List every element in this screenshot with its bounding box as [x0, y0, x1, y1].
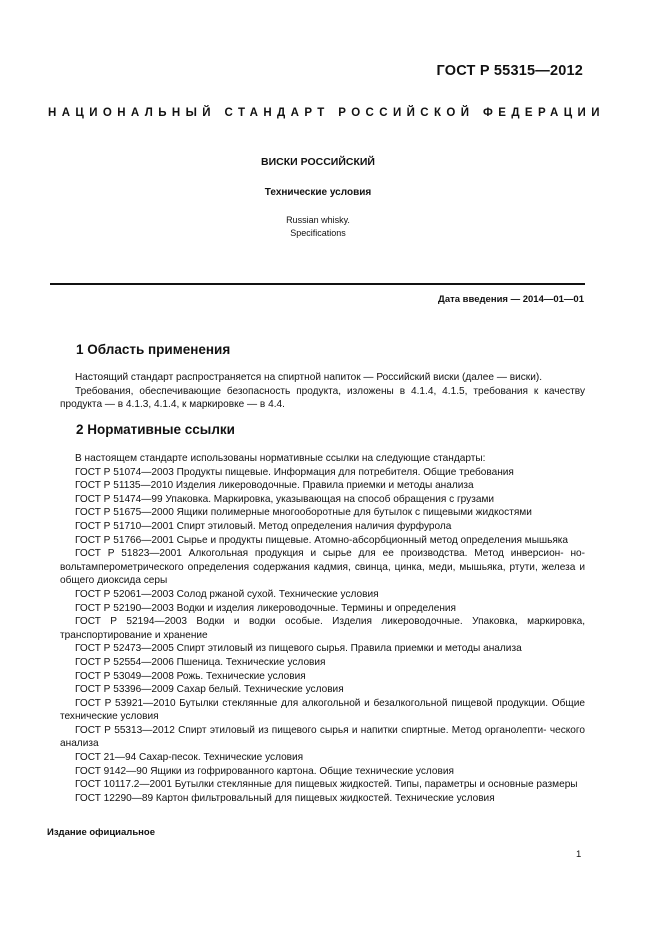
reference-item: ГОСТ Р 51675—2000 Ящики полимерные многооборотные для бутылок с пищевыми жидкостями: [75, 507, 532, 519]
english-title-line-2: Specifications: [290, 228, 346, 238]
reference-item: ГОСТ Р 51766—2001 Сырье и продукты пищевые. Атомно-абсорбционный метод определения мышьяка: [75, 534, 569, 546]
reference-item: ГОСТ Р 53396—2009 Сахар белый. Технические условия: [75, 684, 344, 696]
reference-item: ГОСТ Р 55313—2012 Спирт этиловый из пищевого сырья и напитки спиртные. Метод органолепти- ческого анализа: [60, 724, 585, 750]
reference-item: ГОСТ Р 51135—2010 Изделия ликероводочные. Правила приемки и методы анализа: [75, 480, 474, 492]
reference-item: ГОСТ Р 51074—2003 Продукты пищевые. Информация для потребителя. Общие требования: [75, 466, 514, 478]
document-id: ГОСТ Р 55315—2012: [436, 63, 583, 79]
standard-subtitle: Технические условия: [264, 187, 372, 198]
reference-item: ГОСТ Р 52473—2005 Спирт этиловый из пищевого сырья. Правила приемки и методы анализа: [75, 643, 522, 655]
reference-item: ГОСТ 10117.2—2001 Бутылки стеклянные для пищевых жидкостей. Типы, параметры и основные размеры: [75, 779, 578, 791]
reference-item: ГОСТ Р 51823—2001 Алкогольная продукция и сырье для ее производства. Метод инверсион- но-вольтамперометрического определения содержания кадмия, свинца, цинка, меди, мышьяка, ртути, железа и общего диоксида серы: [60, 548, 585, 587]
national-standard-heading: НАЦИОНАЛЬНЫЙ СТАНДАРТ РОССИЙСКОЙ ФЕДЕРАЦИИ: [48, 107, 605, 119]
english-title-line-1: Russian whisky.: [286, 215, 350, 225]
reference-item: ГОСТ 21—94 Сахар-песок. Технические условия: [75, 752, 304, 764]
reference-item: ГОСТ Р 53049—2008 Рожь. Технические условия: [75, 670, 306, 682]
reference-item: ГОСТ Р 52194—2003 Водки и водки особые. Изделия ликероводочные. Упаковка, маркировка, транспортирование и хранение: [60, 616, 585, 641]
reference-item: ГОСТ 9142—90 Ящики из гофрированного картона. Общие технические условия: [75, 765, 454, 777]
reference-item: ГОСТ Р 52554—2006 Пшеница. Технические условия: [75, 656, 326, 668]
reference-item: ГОСТ Р 51474—99 Упаковка. Маркировка, указывающая на способ обращения с грузами: [75, 493, 495, 505]
reference-item: ГОСТ Р 51710—2001 Спирт этиловый. Метод определения наличия фурфурола: [75, 520, 452, 532]
section-2-body: [60, 452, 585, 805]
introduction-date: Дата введения — 2014—01—01: [438, 294, 584, 305]
section-2-heading: 2 Нормативные ссылки: [76, 422, 235, 437]
page-number: 1: [576, 849, 582, 860]
reference-item: ГОСТ Р 52061—2003 Солод ржаной сухой. Технические условия: [75, 588, 379, 600]
reference-item: ГОСТ 12290—89 Картон фильтровальный для пищевых жидкостей. Технические условия: [75, 792, 495, 804]
reference-item: ГОСТ Р 52190—2003 Водки и изделия ликероводочные. Термины и определения: [75, 602, 457, 614]
section-1-body: [60, 371, 585, 412]
edition-label: Издание официальное: [47, 827, 155, 838]
section-1-heading: 1 Область применения: [76, 342, 231, 357]
reference-item: ГОСТ Р 53921—2010 Бутылки стеклянные для алкогольной и безалкогольной пищевой продукции. Общие технические условия: [60, 697, 585, 723]
paragraph: В настоящем стандарте использованы нормативные ссылки на следующие стандарты:: [75, 453, 486, 464]
paragraph: Требования, обеспечивающие безопасность продукта, изложены в 4.1.4, 4.1.5, требования к качеству продукта — в 4.1.3, 4.1.4, к маркировке — в 4.4.: [60, 385, 585, 411]
paragraph: Настоящий стандарт распространяется на спиртной напиток — Российский виски (далее — виски).: [75, 372, 542, 383]
horizontal-rule: [50, 283, 585, 285]
standard-title: ВИСКИ РОССИЙСКИЙ: [261, 156, 375, 168]
